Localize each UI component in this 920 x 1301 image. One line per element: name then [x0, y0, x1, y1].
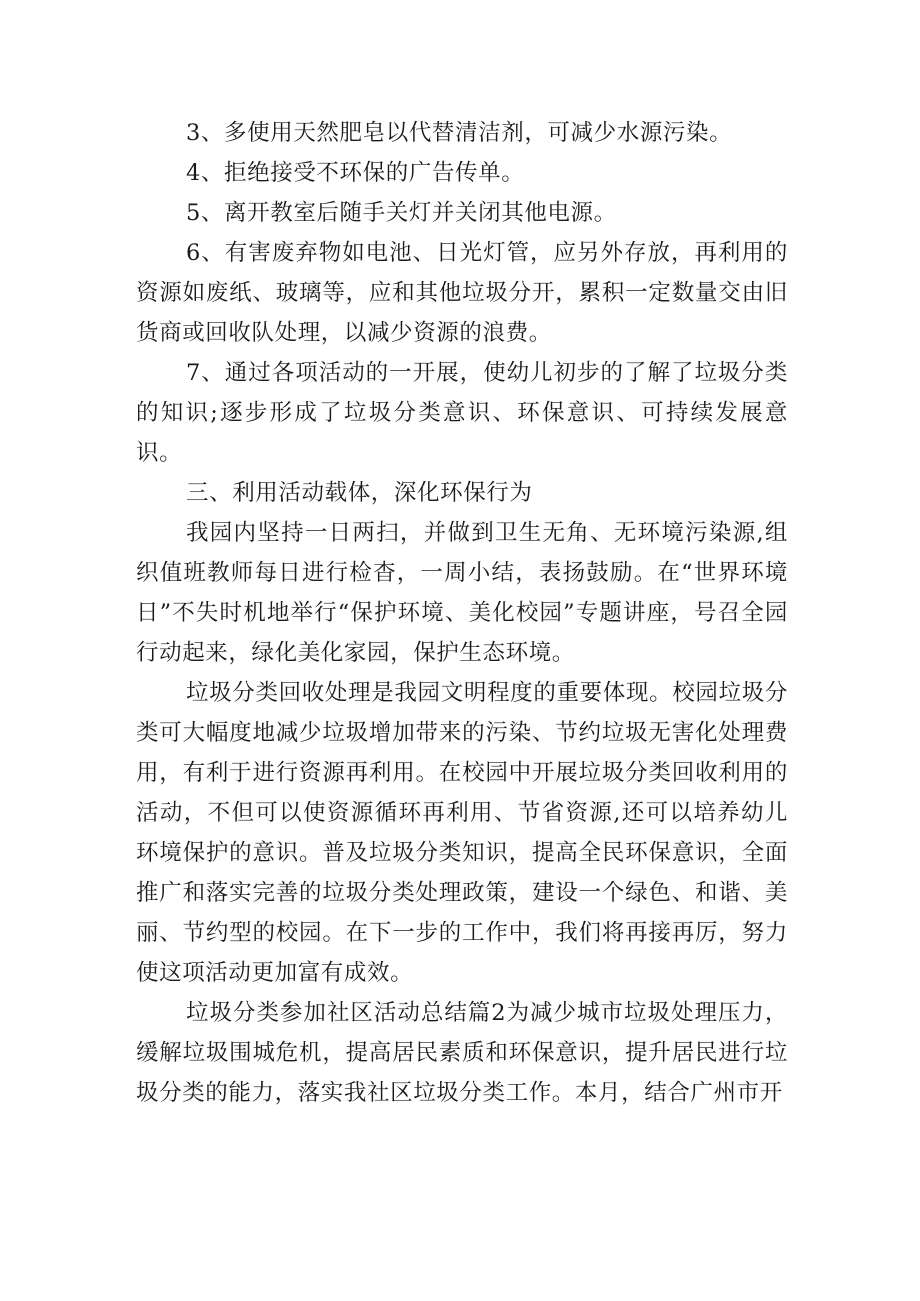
section-heading: 三、利用活动载体，深化环保行为: [186, 480, 533, 506]
paragraph-community: 垃圾分类参加社区活动总结篇2为减少城市垃圾处理压力，缓解垃圾围城危机，提高居民素质和环保意识，提升居民进行垃圾分类的能力，落实我社区垃圾分类工作。本月，结合广州市开: [136, 1000, 788, 1106]
paragraph-item-7: 7、通过各项活动的一开展，使幼儿初步的了解了垃圾分类的知识;逐步形成了垃圾分类意识、环保意识、可持续发展意识。: [136, 360, 788, 466]
paragraph-cleaning: 我园内坚持一日两扫，并做到卫生无角、无环境污染源,组织值班教师每日进行检杳，一周小结，表扬鼓励。在“世界环境日”不失时机地举行“保护环境、美化校园”专题讲座，号召全园行动起来，绿化美化家园，保护生态环境。: [136, 520, 788, 666]
document-body: [136, 113, 788, 1113]
paragraph-recycling: 垃圾分类回收处理是我园文明程度的重要体现。校园垃圾分类可大幅度地减少垃圾增加带来的污染、节约垃圾无害化处理费用，有利于进行资源再利用。在校园中开展垃圾分类回收利用的活动，不但可以使资源循环再利用、节省资源,还可以培养幼儿环境保护的意识。普及垃圾分类知识，提高全民环保意识，全面推广和落实完善的垃圾分类处理政策，建设一个绿色、和谐、美丽、节约型的校园。在下一步的工作中，我们将再接再厉，努力使这项活动更加富有成效。: [136, 680, 788, 986]
paragraph-item-4: 4、拒绝接受不环保的广告传单。: [186, 160, 525, 186]
paragraph-item-6: 6、有害废弃物如电池、日光灯管，应另外存放，再利用的资源如废纸、玻璃等，应和其他垃圾分开，累积一定数量交由旧货商或回收队处理，以减少资源的浪费。: [136, 240, 788, 346]
paragraph-item-3: 3、多使用天然肥皂以代替清洁剂，可减少水源污染。: [186, 120, 733, 146]
paragraph-item-5: 5、离开教室后随手关灯并关闭其他电源。: [186, 200, 617, 226]
